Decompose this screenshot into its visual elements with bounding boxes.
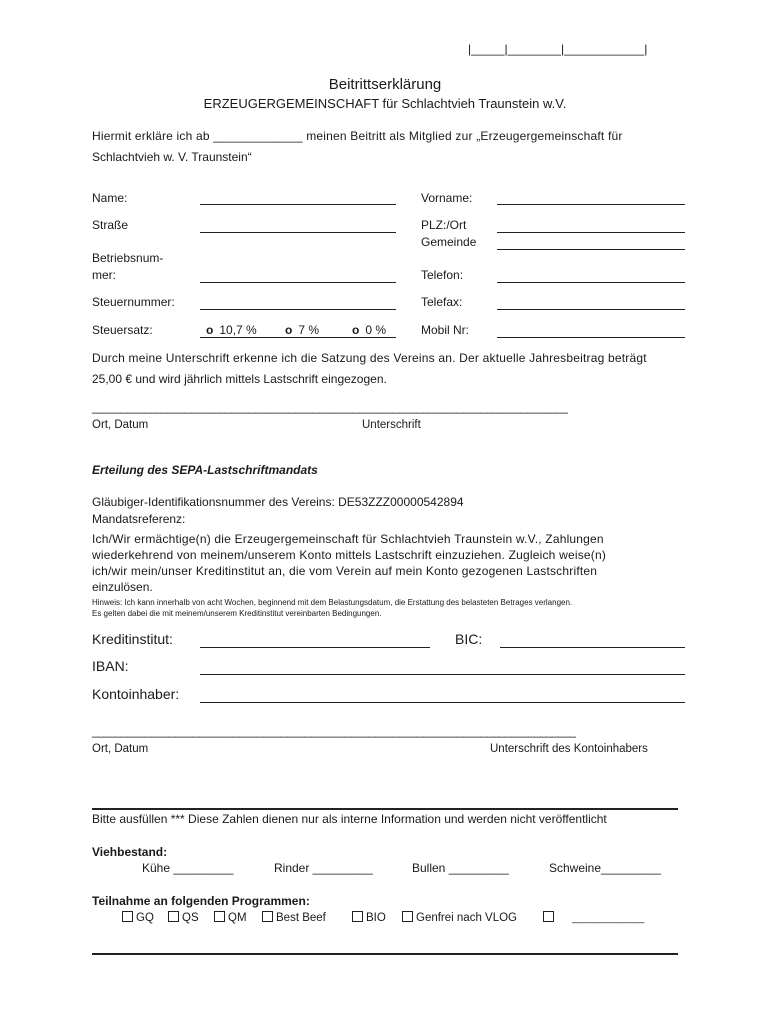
- telefax-label: Telefax:: [421, 295, 463, 309]
- tax-option-10-7[interactable]: [206, 323, 257, 337]
- steuernummer-field[interactable]: [200, 309, 396, 310]
- radio-marker: o: [206, 323, 214, 337]
- telefon-field[interactable]: [497, 282, 685, 283]
- ort-datum-label-sepa: Ort, Datum: [92, 743, 149, 755]
- document-subtitle: ERZEUGERGEMEINSCHAFT für Schlachtvieh Traunstein w.V.: [203, 96, 567, 111]
- program-label: Best Beef: [276, 912, 326, 924]
- document-title: Beitrittserklärung: [328, 76, 442, 93]
- strasse-field[interactable]: [200, 232, 396, 233]
- steuernummer-label: Steuernummer:: [92, 295, 175, 309]
- plz-ort-field[interactable]: [497, 232, 685, 233]
- schweine-field[interactable]: Schweine_________: [549, 861, 662, 875]
- ort-datum-label: Ort, Datum: [92, 419, 149, 431]
- name-label: Name:: [92, 191, 128, 205]
- tax-option-label: 0 %: [365, 323, 387, 337]
- checkbox-icon[interactable]: [543, 911, 554, 922]
- checkbox-icon[interactable]: [168, 911, 179, 922]
- mandate-text-line3: ich/wir mein/unser Kreditinstitut an, die vom Verein auf mein Konto gezogenen Lastschriften: [92, 564, 598, 578]
- checkbox-icon[interactable]: [352, 911, 363, 922]
- kontoinhaber-label: Kontoinhaber:: [92, 686, 180, 702]
- program-bio[interactable]: [352, 911, 386, 924]
- signature-line[interactable]: __________________________________________________________________________________: [92, 402, 568, 414]
- consent-text-line1: Durch meine Unterschrift erkenne ich die Satzung des Vereins an. Der aktuelle Jahresbeitrag beträgt: [92, 351, 647, 365]
- program-other[interactable]: [543, 911, 557, 924]
- refund-note-line1: Hinweis: Ich kann innerhalb von acht Wochen, beginnend mit dem Belastungsdatum, die Erstattung des belasteten Betrages verlangen.: [92, 598, 573, 607]
- checkbox-icon[interactable]: [262, 911, 273, 922]
- program-best-beef[interactable]: [262, 911, 326, 924]
- program-genfrei[interactable]: [402, 911, 517, 924]
- radio-marker: o: [352, 323, 360, 337]
- program-qs[interactable]: [168, 911, 199, 924]
- mobil-label: Mobil Nr:: [421, 323, 470, 337]
- viehbestand-heading: Viehbestand:: [92, 845, 168, 859]
- program-label: GQ: [136, 912, 154, 924]
- tax-option-0[interactable]: [352, 323, 386, 337]
- account-holder-signature-line[interactable]: __________________________________________________________________________________: [92, 726, 576, 738]
- radio-marker: o: [285, 323, 293, 337]
- iban-label: IBAN:: [92, 658, 129, 674]
- checkbox-icon[interactable]: [122, 911, 133, 922]
- program-label: QM: [228, 912, 247, 924]
- kreditinstitut-field[interactable]: [200, 647, 430, 648]
- intro-text-line2: Schlachtvieh w. V. Traunstein“: [92, 150, 252, 164]
- mandate-text-line2: wiederkehrend von meinem/unserem Konto mittels Lastschrift einzuziehen. Zugleich weise(n): [92, 548, 607, 562]
- telefax-field[interactable]: [497, 309, 685, 310]
- mandate-text-line4: einzulösen.: [92, 580, 153, 594]
- tax-option-label: 10,7 %: [219, 323, 257, 337]
- mandate-text-line1: Ich/Wir ermächtige(n) die Erzeugergemeinschaft für Schlachtvieh Traunstein w.V., Zahlungen: [92, 532, 604, 546]
- intro-text-line1: Hiermit erkläre ich ab _____________ meinen Beitritt als Mitglied zur „Erzeugergemeinschaft für: [92, 129, 623, 143]
- steuersatz-label: Steuersatz:: [92, 323, 153, 337]
- gemeinde-label: Gemeinde: [421, 235, 477, 249]
- account-holder-signature-label: Unterschrift des Kontoinhabers: [490, 743, 648, 755]
- reference-number-line: |_____|________|____________|: [468, 42, 648, 56]
- tax-option-label: 7 %: [298, 323, 320, 337]
- telefon-label: Telefon:: [421, 268, 464, 282]
- bic-field[interactable]: [500, 647, 685, 648]
- programs-heading: Teilnahme an folgenden Programmen:: [92, 894, 310, 908]
- divider-top: [92, 808, 678, 810]
- steuersatz-underline: [200, 337, 396, 338]
- sepa-heading: Erteilung des SEPA-Lastschriftmandats: [92, 463, 318, 477]
- refund-note-line2: Es gelten dabei die mit meinem/unserem Kreditinstitut vereinbarten Bedingungen.: [92, 609, 382, 618]
- name-field[interactable]: [200, 204, 396, 205]
- program-other-field[interactable]: _____________: [572, 913, 645, 924]
- betriebsnummer-field[interactable]: [200, 282, 396, 283]
- program-qm[interactable]: [214, 911, 247, 924]
- plz-ort-label: PLZ:/Ort: [421, 218, 467, 232]
- checkbox-icon[interactable]: [214, 911, 225, 922]
- info-text: Bitte ausfüllen *** Diese Zahlen dienen nur als interne Information und werden nicht veröffentlicht: [92, 812, 607, 826]
- mobil-field[interactable]: [497, 337, 685, 338]
- betriebsnummer-label-part1: Betriebsnum-: [92, 251, 164, 265]
- consent-text-line2: 25,00 € und wird jährlich mittels Lastschrift eingezogen.: [92, 372, 387, 386]
- strasse-label: Straße: [92, 218, 129, 232]
- bic-label: BIC:: [455, 631, 483, 647]
- kreditinstitut-label: Kreditinstitut:: [92, 631, 173, 647]
- tax-option-7[interactable]: [285, 323, 319, 337]
- rinder-field[interactable]: Rinder _________: [274, 861, 373, 875]
- kontoinhaber-field[interactable]: [200, 702, 685, 703]
- divider-bottom: [92, 953, 678, 955]
- betriebsnummer-label-part2: mer:: [92, 268, 116, 282]
- mandate-reference: Mandatsreferenz:: [92, 512, 186, 526]
- bullen-field[interactable]: Bullen _________: [412, 861, 509, 875]
- checkbox-icon[interactable]: [402, 911, 413, 922]
- program-label: QS: [182, 912, 199, 924]
- iban-field[interactable]: [200, 674, 685, 675]
- creditor-id: Gläubiger-Identifikationsnummer des Vereins: DE53ZZZ00000542894: [92, 495, 464, 509]
- program-label: BIO: [366, 912, 386, 924]
- unterschrift-label: Unterschrift: [362, 419, 421, 431]
- vorname-field[interactable]: [497, 204, 685, 205]
- program-label: Genfrei nach VLOG: [416, 912, 517, 924]
- program-gq[interactable]: [122, 911, 154, 924]
- vorname-label: Vorname:: [421, 191, 473, 205]
- gemeinde-field[interactable]: [497, 249, 685, 250]
- kuehe-field[interactable]: Kühe _________: [142, 861, 234, 875]
